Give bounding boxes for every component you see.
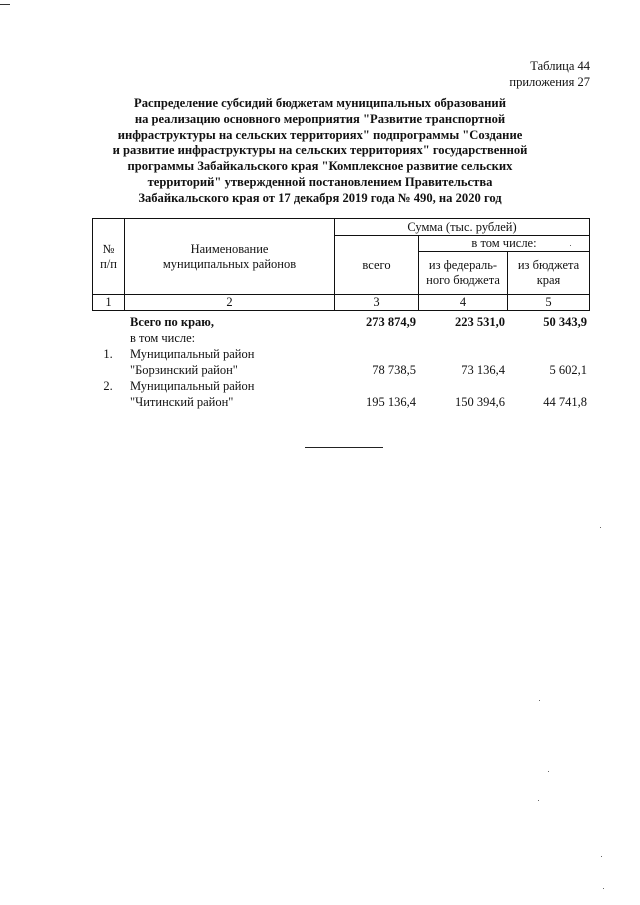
row-federal: 150 394,6 <box>455 395 505 409</box>
row-total: 195 136,4 <box>366 395 416 409</box>
row-name-line2: "Читинский район" <box>130 395 234 409</box>
row-name-line1: Муниципальный район <box>130 379 255 393</box>
col-number: 2 <box>125 295 335 311</box>
row-regional: 44 741,8 <box>543 395 587 409</box>
col-number: 3 <box>335 295 419 311</box>
row-federal: 73 136,4 <box>461 363 505 377</box>
scan-speck <box>570 245 571 246</box>
table-row <box>92 394 589 410</box>
scan-speck <box>538 800 539 801</box>
title-line: на реализацию основного мероприятия "Развитие транспортной <box>134 111 506 126</box>
title-line: программы Забайкальского края "Комплексное развитие сельских <box>127 159 513 174</box>
scan-speck <box>600 527 601 528</box>
title-line: инфраструктуры на сельских территориях" подпрограммы "Создание <box>117 127 523 142</box>
table-row-total <box>92 314 589 330</box>
table-row <box>92 362 589 378</box>
row-regional: 50 343,9 <box>543 315 587 329</box>
scan-speck <box>603 888 604 889</box>
row-name-line2: "Борзинский район" <box>130 363 238 377</box>
col-number: 4 <box>419 295 508 311</box>
corner-mark <box>0 4 10 5</box>
ref-appendix-number: приложения 27 <box>509 75 590 89</box>
scan-speck <box>601 856 602 857</box>
header-incl: в том числе: <box>419 236 590 252</box>
header-regional-line1: из бюджета <box>517 258 580 272</box>
scan-speck <box>539 700 540 701</box>
header-name <box>125 219 335 295</box>
ref-table-number: Таблица 44 <box>530 59 590 73</box>
row-name: в том числе: <box>130 331 196 345</box>
empty-cell <box>334 378 418 394</box>
empty-cell <box>507 346 589 362</box>
empty-cell <box>507 378 589 394</box>
row-name-line1: Муниципальный район <box>130 347 255 361</box>
document-title <box>90 96 550 207</box>
row-idx: 1. <box>103 347 113 361</box>
header-name-line2: муниципальных районов <box>162 256 297 271</box>
row-idx <box>92 314 124 330</box>
end-rule <box>305 447 383 448</box>
header-num-line2: п/п <box>100 256 117 271</box>
row-idx: 2. <box>103 379 113 393</box>
header-regional <box>508 252 590 295</box>
empty-cell <box>334 346 418 362</box>
col-number: 5 <box>508 295 590 311</box>
empty-cell <box>418 330 507 346</box>
title-line: Забайкальского края от 17 декабря 2019 года № 490, на 2020 год <box>138 190 502 205</box>
header-federal-line1: из федераль- <box>428 258 498 272</box>
row-federal: 223 531,0 <box>455 315 505 329</box>
table-row <box>92 346 589 362</box>
row-regional: 5 602,1 <box>549 363 587 377</box>
empty-cell <box>507 330 589 346</box>
header-regional-line2: края <box>536 273 561 287</box>
table-body <box>92 314 589 410</box>
header-federal <box>419 252 508 295</box>
empty-cell <box>418 346 507 362</box>
row-name: Всего по краю, <box>130 315 214 329</box>
scan-speck <box>548 771 549 772</box>
row-total: 78 738,5 <box>372 363 416 377</box>
title-line: и развитие инфраструктуры на сельских территориях" государственной <box>112 143 528 158</box>
header-num-line1: № <box>102 241 115 256</box>
empty-cell <box>92 362 124 378</box>
title-line: территорий" утвержденной постановлением Правительства <box>147 174 493 189</box>
table-reference <box>509 58 590 90</box>
row-total: 273 874,9 <box>366 315 416 329</box>
table-header <box>92 218 590 311</box>
table-row <box>92 378 589 394</box>
col-number: 1 <box>93 295 125 311</box>
empty-cell <box>92 394 124 410</box>
empty-cell <box>418 378 507 394</box>
title-line: Распределение субсидий бюджетам муниципальных образований <box>134 96 506 110</box>
header-name-line1: Наименование <box>190 241 269 256</box>
empty-cell <box>334 330 418 346</box>
header-federal-line2: ного бюджета <box>426 273 500 287</box>
row-idx <box>92 330 124 346</box>
header-total: всего <box>335 236 419 295</box>
table-row-incl <box>92 330 589 346</box>
header-num <box>93 219 125 295</box>
header-sum: Сумма (тыс. рублей) <box>335 219 590 236</box>
